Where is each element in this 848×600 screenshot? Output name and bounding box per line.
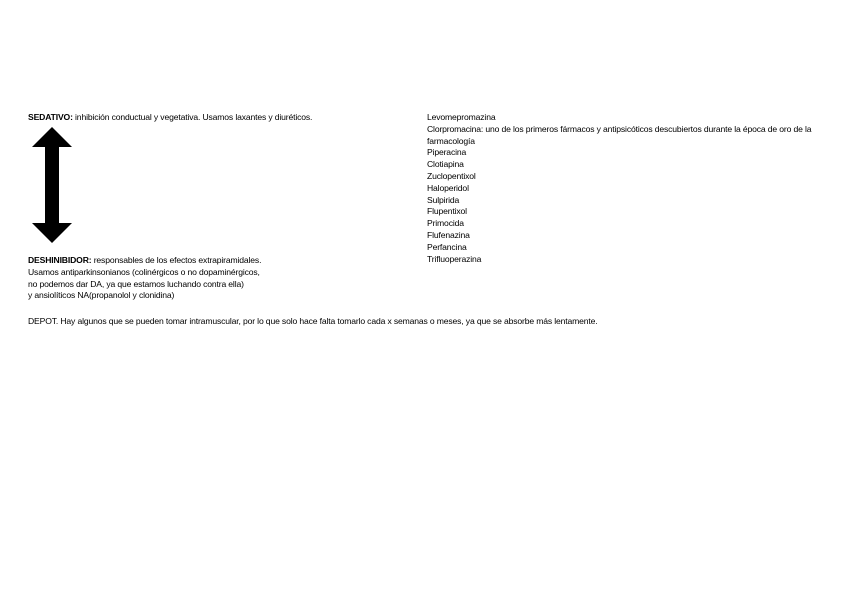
drug-list-item: Clotiapina bbox=[427, 159, 464, 170]
depot-paragraph: DEPOT. Hay algunos que se pueden tomar intramuscular, por lo que solo hace falta tomarlo cada x semanas o meses, ya que se absorbe más lentamente. bbox=[28, 316, 598, 326]
drug-list-item: Perfancina bbox=[427, 241, 467, 252]
deshinibidor-line-4: y ansiolíticos NA(propanolol y clonidina) bbox=[28, 290, 175, 301]
drug-list-item: Levomepromazina bbox=[427, 112, 496, 122]
sedativo-paragraph bbox=[28, 112, 312, 124]
antipsychotic-drug-list bbox=[427, 112, 822, 265]
drug-list-item: Haloperidol bbox=[427, 182, 469, 193]
drug-list-item: Flufenazina bbox=[427, 229, 470, 240]
drug-list-item: Primocida bbox=[427, 218, 464, 229]
deshinibidor-line-2: Usamos antiparkinsonianos (colinérgicos o no dopaminérgicos, bbox=[28, 266, 260, 277]
drug-list-item: Clorpromacina: uno de los primeros fármacos y antipsicóticos descubiertos durante la época de oro de la farmacología bbox=[427, 123, 812, 146]
drug-list-item: Flupentixol bbox=[427, 206, 467, 217]
sedativo-label: SEDATIVO: bbox=[28, 112, 73, 122]
drug-list-item: Sulpirida bbox=[427, 194, 460, 205]
deshinibidor-line-1 bbox=[28, 255, 261, 267]
deshinibidor-text: responsables de los efectos extrapiramidales. bbox=[91, 255, 262, 265]
deshinibidor-line-3: no podemos dar DA, ya que estamos luchando contra ella) bbox=[28, 278, 244, 289]
drug-list-item: Trifluoperazina bbox=[427, 253, 482, 264]
sedativo-text: inhibición conductual y vegetativa. Usamos laxantes y diuréticos. bbox=[72, 112, 313, 122]
drug-list-item: Zuclopentixol bbox=[427, 170, 476, 181]
drug-list-item: Piperacina bbox=[427, 147, 467, 158]
deshinibidor-paragraph bbox=[28, 255, 261, 302]
double-headed-vertical-arrow-icon bbox=[30, 127, 74, 243]
deshinibidor-label: DESHINIBIDOR: bbox=[28, 255, 92, 265]
